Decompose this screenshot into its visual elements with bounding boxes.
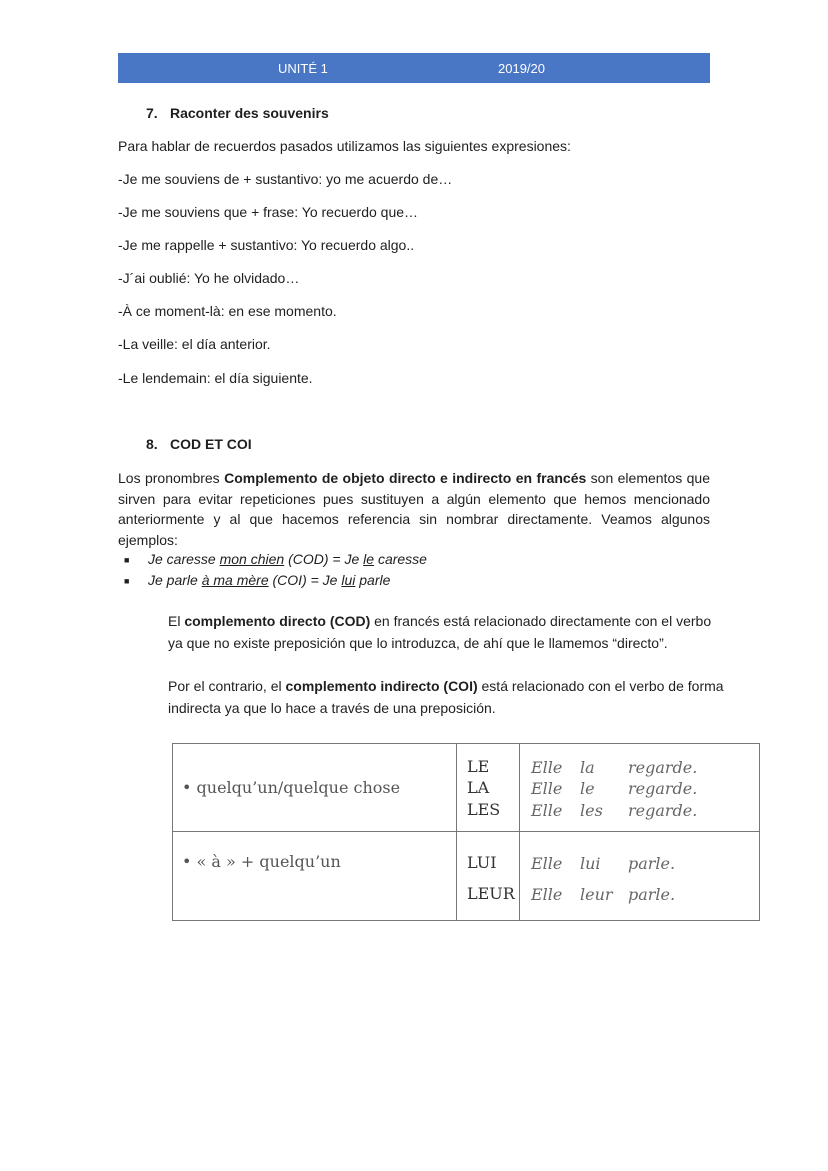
cod-explanation xyxy=(168,611,728,654)
section-7-heading xyxy=(146,105,329,121)
expression-line: -J´ai oublié: Yo he olvidado… xyxy=(118,270,300,286)
example-text: parle xyxy=(355,571,391,588)
example-pronoun: le xyxy=(580,779,595,798)
explanation-text: Por el contrario, el xyxy=(168,678,286,694)
pronoun-lui: LUI xyxy=(467,853,497,872)
expression-line: -Je me souviens que + frase: Yo recuerdo que… xyxy=(118,204,419,220)
example-subject: Elle xyxy=(531,779,563,798)
example-list xyxy=(118,549,427,590)
section-7-intro: Para hablar de recuerdos pasados utilizamos las siguientes expresiones: xyxy=(118,138,571,154)
table-border-top xyxy=(172,743,760,744)
explanation-text: está relacionado con el verbo de forma indirecta ya que lo hace a través de una preposición. xyxy=(168,678,724,716)
expression-line: -Le lendemain: el día siguiente. xyxy=(118,370,313,386)
pronoun-table xyxy=(172,743,760,921)
example-underlined: le xyxy=(363,551,375,567)
section-7-number: 7. xyxy=(146,105,158,121)
explanation-bold: complemento indirecto (COI) xyxy=(285,678,478,694)
table-border-right xyxy=(759,743,760,921)
example-subject: Elle xyxy=(531,758,563,777)
example-subject: Elle xyxy=(531,801,563,820)
table-column-divider xyxy=(456,743,457,921)
pronoun-les: LES xyxy=(467,800,501,819)
header-year: 2019/20 xyxy=(498,61,545,76)
example-verb: parle. xyxy=(628,854,676,873)
table-border-bottom xyxy=(172,920,760,921)
table-border-left xyxy=(172,743,173,921)
section-8-heading xyxy=(146,436,252,452)
example-verb: regarde. xyxy=(628,758,698,777)
table-row-label: • « à » + quelqu’un xyxy=(182,852,341,871)
explanation-text: en francés está relacionado directamente con el verbo ya que no existe preposición que lo introduzca, de ahí que le llamemos “directo”. xyxy=(168,613,712,651)
pronoun-leur: LEUR xyxy=(467,884,515,903)
section-7-title: Raconter des souvenirs xyxy=(170,105,329,121)
example-underlined: à ma mère xyxy=(201,571,269,588)
expression-line: -Je me rappelle + sustantivo: Yo recuerdo algo.. xyxy=(118,237,415,253)
example-item xyxy=(118,549,427,570)
table-column-divider xyxy=(519,743,520,921)
section-8-title: COD ET COI xyxy=(170,436,252,452)
square-bullet-icon: ■ xyxy=(124,555,130,566)
example-pronoun: lui xyxy=(580,854,601,873)
header-bar xyxy=(118,53,710,83)
square-bullet-icon: ■ xyxy=(124,575,130,586)
example-text: Je parle xyxy=(148,571,202,588)
paragraph-text: son elementos que sirven para evitar repeticiones pues sustituyen a algún elemento que hemos mencionado anteriormente y al que hacemos referencia sin nombrar directamente. Veamos algunos ejemplos: xyxy=(118,470,710,548)
table-row-label: • quelqu’un/quelque chose xyxy=(182,778,401,797)
section-8-number: 8. xyxy=(146,436,158,452)
example-underlined: lui xyxy=(341,571,356,588)
example-verb: regarde. xyxy=(628,779,698,798)
example-text: (COD) = Je xyxy=(284,551,364,567)
pronoun-la: LA xyxy=(467,778,490,797)
explanation-text: El xyxy=(168,613,185,629)
coi-explanation xyxy=(168,676,728,719)
example-pronoun: la xyxy=(580,758,595,777)
example-verb: parle. xyxy=(628,885,676,904)
paragraph-bold-text: Complemento de objeto directo e indirecto en francés xyxy=(224,470,587,486)
example-item xyxy=(118,570,427,591)
example-underlined: mon chien xyxy=(219,551,285,567)
example-subject: Elle xyxy=(531,854,563,873)
expression-line: -À ce moment-là: en ese momento. xyxy=(118,303,337,319)
section-8-paragraph xyxy=(118,468,710,550)
expression-line: -La veille: el día anterior. xyxy=(118,336,271,352)
example-verb: regarde. xyxy=(628,801,698,820)
table-row-divider xyxy=(172,831,760,832)
expression-line: -Je me souviens de + sustantivo: yo me acuerdo de… xyxy=(118,171,453,187)
example-text: (COI) = Je xyxy=(268,571,342,588)
example-pronoun: leur xyxy=(580,885,613,904)
example-pronoun: les xyxy=(580,801,603,820)
example-subject: Elle xyxy=(531,885,563,904)
explanation-bold: complemento directo (COD) xyxy=(184,613,371,629)
example-text: caresse xyxy=(374,551,427,567)
example-text: Je caresse xyxy=(148,551,220,567)
header-unit: UNITÉ 1 xyxy=(278,61,328,76)
paragraph-text: Los pronombres xyxy=(118,470,225,486)
pronoun-le: LE xyxy=(467,757,490,776)
